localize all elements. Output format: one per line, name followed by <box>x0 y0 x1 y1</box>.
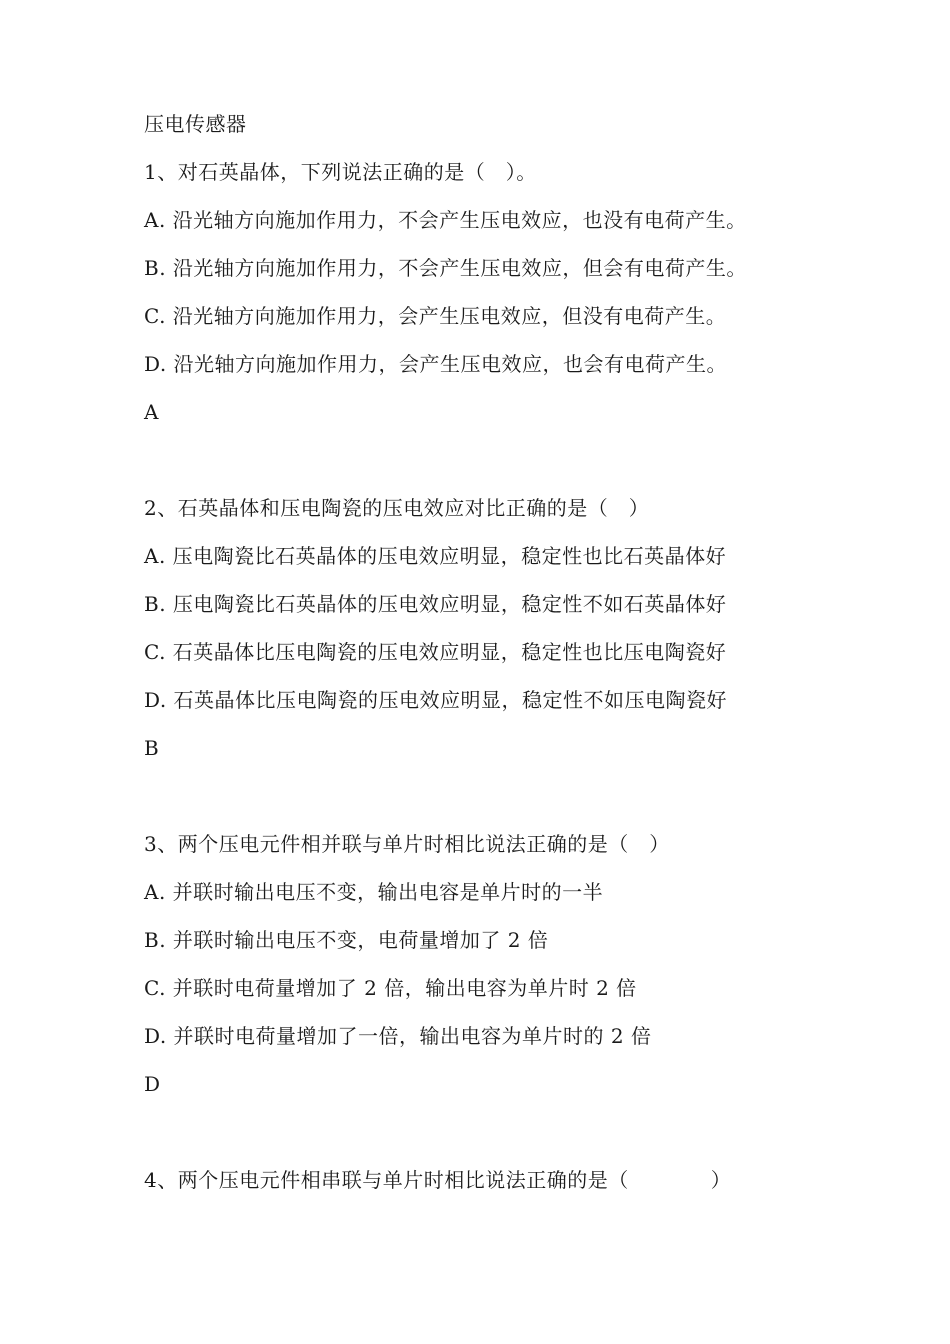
question-3-option-d: D. 并联时电荷量增加了一倍，输出电容为单片时的 2 倍 <box>144 1024 652 1048</box>
question-4-stem: 4、两个压电元件相串联与单片时相比说法正确的是（ ） <box>144 1168 732 1192</box>
question-3-option-a: A. 并联时输出电压不变，输出电容是单片时的一半 <box>144 880 604 904</box>
question-1-option-d: D. 沿光轴方向施加作用力，会产生压电效应，也会有电荷产生。 <box>144 352 728 376</box>
question-1-stem: 1、对石英晶体，下列说法正确的是（ ）。 <box>144 160 537 184</box>
question-2-stem: 2、石英晶体和压电陶瓷的压电效应对比正确的是（ ） <box>144 496 650 520</box>
document-title: 压电传感器 <box>144 112 247 136</box>
question-2-option-d: D. 石英晶体比压电陶瓷的压电效应明显，稳定性不如压电陶瓷好 <box>144 688 728 712</box>
question-3-answer: D <box>144 1072 161 1096</box>
question-2-answer: B <box>144 736 160 760</box>
question-3-option-b: B. 并联时输出电压不变，电荷量增加了 2 倍 <box>144 928 549 952</box>
question-1-option-b: B. 沿光轴方向施加作用力，不会产生压电效应，但会有电荷产生。 <box>144 256 747 280</box>
question-3-stem: 3、两个压电元件相并联与单片时相比说法正确的是（ ） <box>144 832 670 856</box>
question-2-option-b: B. 压电陶瓷比石英晶体的压电效应明显，稳定性不如石英晶体好 <box>144 592 727 616</box>
question-3-option-c: C. 并联时电荷量增加了 2 倍，输出电容为单片时 2 倍 <box>144 976 637 1000</box>
question-1-answer: A <box>144 400 159 424</box>
question-2-option-a: A. 压电陶瓷比石英晶体的压电效应明显，稳定性也比石英晶体好 <box>144 544 727 568</box>
question-1-option-a: A. 沿光轴方向施加作用力，不会产生压电效应，也没有电荷产生。 <box>144 208 747 232</box>
question-2-option-c: C. 石英晶体比压电陶瓷的压电效应明显，稳定性也比压电陶瓷好 <box>144 640 727 664</box>
question-1-option-c: C. 沿光轴方向施加作用力，会产生压电效应，但没有电荷产生。 <box>144 304 727 328</box>
